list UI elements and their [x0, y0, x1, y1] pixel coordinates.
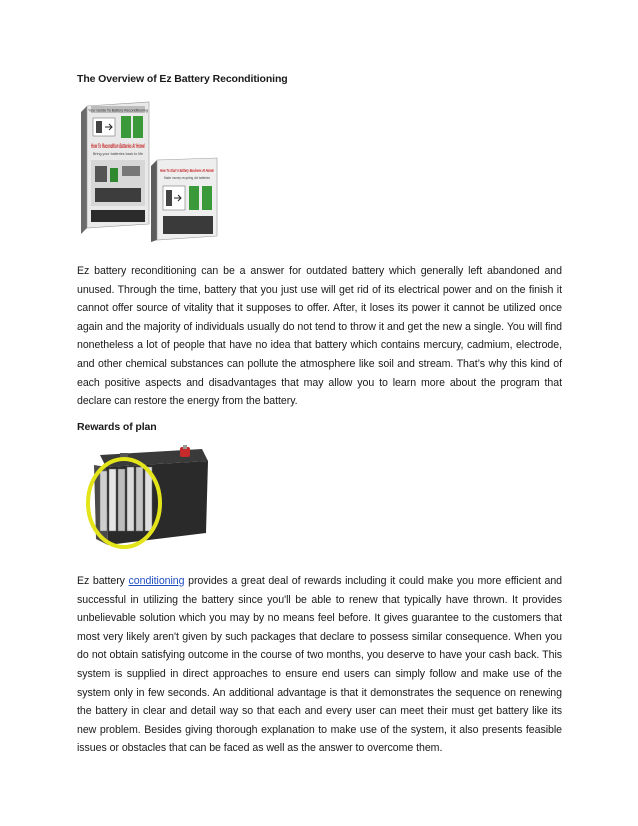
section-heading-overview: The Overview of Ez Battery Reconditioning — [77, 73, 288, 85]
ebook-small-subtitle: Make money recycling old batteries — [164, 176, 211, 180]
ebook-large-subtitle: Bring your batteries back to life — [93, 152, 144, 156]
ebook-large-cover — [81, 102, 149, 234]
rewards-paragraph — [77, 572, 562, 758]
ebook-large-banner: Your Guide To Battery Reconditioning — [88, 108, 148, 113]
ebook-small-cover — [151, 158, 257, 242]
rewards-text-after-link: provides a great deal of rewards including it could make you more efficient and successful in utilizing the battery since you'll be able to renew that typically have thrown. It provides unbelievable solution which you may by no means feel before. It gives guarantee to the customers that most very likely aren't given by such packages that declare to possess similar consequence. When you do not obtain satisfying outcome in the course of two months, you deserve to have your cash back. This system is supplied in direct approaches to ensure end users can simply follow and make use of the system only in few seconds. An additional advantage is that it demonstrates the sequence on renewing the battery in clear and detail way so that each and every user can meet their must get battery like its new problem. Besides giving thorough explanation to make use of the system, it also presents feasible issues or obstacles that can be faced as well as the answer to overcome them. — [77, 575, 562, 755]
rewards-text-before-link: Ez battery — [77, 575, 129, 587]
conditioning-link[interactable]: conditioning — [128, 575, 185, 587]
section-heading-rewards: Rewards of plan — [77, 421, 157, 433]
ebook-covers-image — [77, 102, 257, 242]
overview-paragraph: Ez battery reconditioning can be a answer for outdated battery which generally left abandoned and unused. Through the time, battery that you just use will get rid of its electrical power and on the finish it cannot offer source of vitality that it supposes to offer. After, it loses its power it cannot be utilized once again and the majority of individuals usually do not tend to throw it and get the new a single. You will find nonetheless a lot of people that have no idea that battery which contains mercury, cadmium, electrode, and other chemical substances can pollute the atmosphere like soil and stream. That’s why this kind of each positive aspects and disadvantages that may allow you to learn more about the program that declare can restore the energy from the battery. — [77, 265, 562, 408]
battery-cutaway-image — [82, 445, 214, 549]
ebook-small-title: How To Start A Battery Business At Home! — [160, 169, 257, 174]
ebook-large-title: How To Recondition Batteries At Home! — [91, 144, 145, 150]
